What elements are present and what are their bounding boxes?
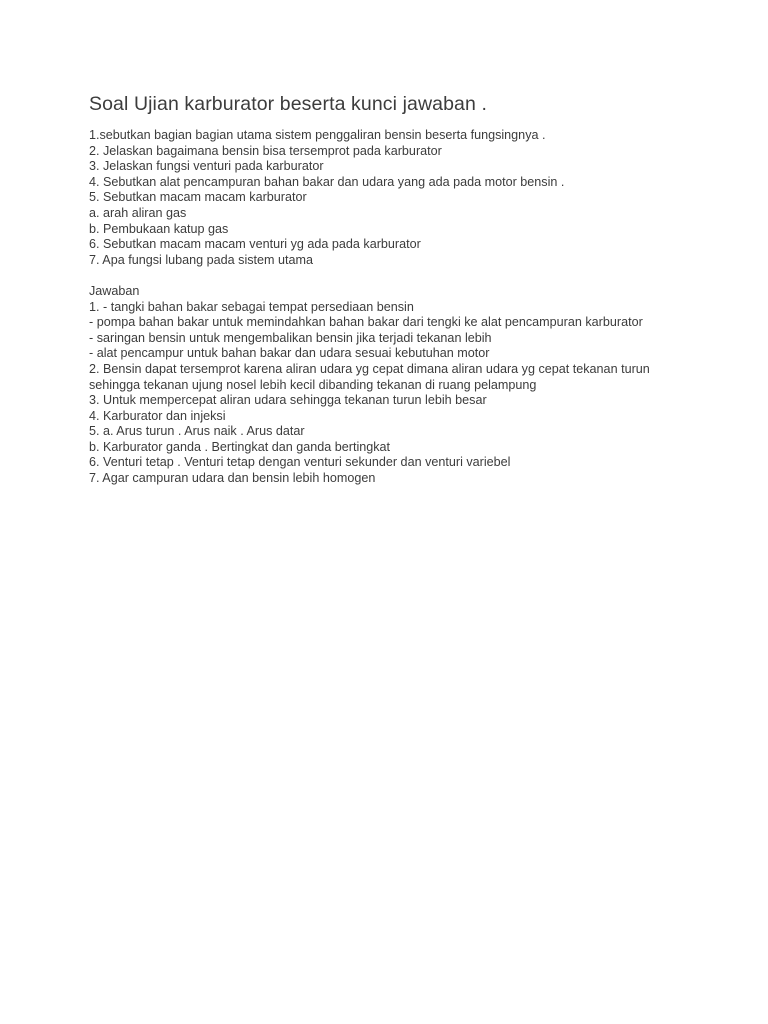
- answer-item: 2. Bensin dapat tersemprot karena aliran udara yg cepat dimana aliran udara yg cepat tekanan turun: [89, 361, 650, 376]
- answer-item-continuation: sehingga tekanan ujung nosel lebih kecil dibanding tekanan di ruang pelampung: [89, 377, 537, 392]
- question-item: 3. Jelaskan fungsi venturi pada karburator: [89, 159, 324, 174]
- answers-heading: Jawaban: [89, 283, 140, 298]
- questions-list: [89, 128, 729, 268]
- answer-item: b. Karburator ganda . Bertingkat dan ganda bertingkat: [89, 439, 391, 454]
- answer-item: - pompa bahan bakar untuk memindahkan bahan bakar dari tengki ke alat pencampuran karburator: [89, 315, 643, 330]
- question-item: 5. Sebutkan macam macam karburator: [89, 190, 307, 205]
- question-item: 4. Sebutkan alat pencampuran bahan bakar dan udara yang ada pada motor bensin .: [89, 174, 565, 189]
- document-page: [89, 92, 729, 487]
- question-item: 7. Apa fungsi lubang pada sistem utama: [89, 252, 314, 267]
- document-title: Soal Ujian karburator beserta kunci jawaban .: [89, 93, 487, 115]
- question-item: 2. Jelaskan bagaimana bensin bisa tersemprot pada karburator: [89, 143, 442, 158]
- answer-item: 1. - tangki bahan bakar sebagai tempat persediaan bensin: [89, 299, 414, 314]
- answer-item: - alat pencampur untuk bahan bakar dan udara sesuai kebutuhan motor: [89, 346, 490, 361]
- question-subitem: b. Pembukaan katup gas: [89, 221, 229, 236]
- answer-item: - saringan bensin untuk mengembalikan bensin jika terjadi tekanan lebih: [89, 330, 492, 345]
- answer-item: 7. Agar campuran udara dan bensin lebih homogen: [89, 471, 376, 486]
- question-item: 6. Sebutkan macam macam venturi yg ada pada karburator: [89, 237, 421, 252]
- answer-item: 4. Karburator dan injeksi: [89, 408, 226, 423]
- answer-item: 3. Untuk mempercepat aliran udara sehingga tekanan turun lebih besar: [89, 393, 487, 408]
- answer-item: 5. a. Arus turun . Arus naik . Arus datar: [89, 424, 305, 439]
- section-spacer: [89, 268, 729, 284]
- question-item: 1.sebutkan bagian bagian utama sistem penggaliran bensin beserta fungsingnya .: [89, 128, 546, 142]
- answer-item: 6. Venturi tetap . Venturi tetap dengan venturi sekunder dan venturi variebel: [89, 455, 511, 470]
- answers-section: [89, 284, 729, 487]
- question-subitem: a. arah aliran gas: [89, 205, 187, 220]
